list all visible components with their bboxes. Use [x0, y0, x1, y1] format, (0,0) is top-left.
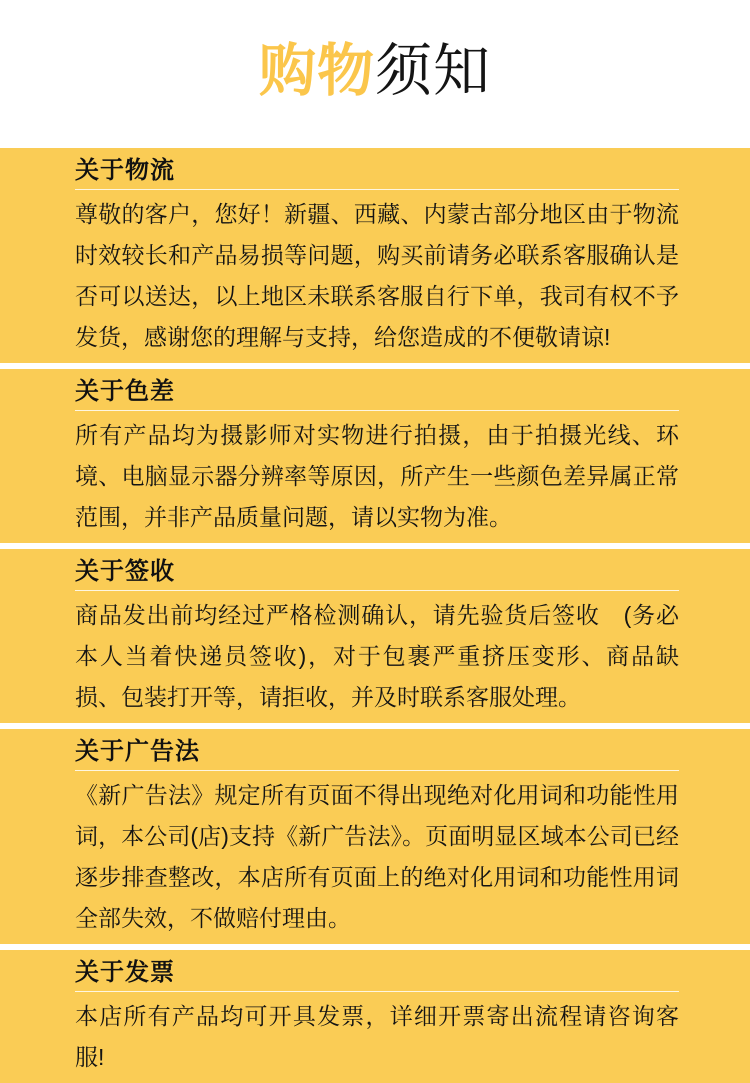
section-invoice-heading: 关于发票 [75, 959, 175, 986]
section-advertising-law-heading: 关于广告法 [75, 738, 200, 765]
section-invoice [0, 950, 750, 1083]
heading-divider [75, 991, 679, 992]
section-logistics [0, 148, 750, 363]
section-advertising-law-body: 《新广告法》规定所有页面不得出现绝对化用词和功能性用词，本公司(店)支持《新广告法》。页面明显区域本公司已经逐步排查整改，本店所有页面上的绝对化用词和功能性用词全部失效，不做赔付理由。 [75, 782, 679, 931]
heading-divider [75, 770, 679, 771]
page-title-highlight: 购物 [259, 39, 375, 103]
heading-divider [75, 590, 679, 591]
heading-divider [75, 410, 679, 411]
section-color-difference-heading: 关于色差 [75, 378, 175, 405]
section-receipt-body: 商品发出前均经过严格检测确认，请先验货后签收 (务必本人当着快递员签收)，对于包裹严重挤压变形、商品缺损、包装打开等，请拒收，并及时联系客服处理。 [75, 602, 679, 710]
section-receipt [0, 549, 750, 723]
notice-sections [0, 148, 750, 1083]
heading-divider [75, 189, 679, 190]
section-color-difference [0, 369, 750, 543]
section-receipt-heading: 关于签收 [75, 558, 175, 585]
section-logistics-heading: 关于物流 [75, 157, 175, 184]
page-title-rest: 须知 [375, 39, 491, 103]
section-color-difference-body: 所有产品均为摄影师对实物进行拍摄，由于拍摄光线、环境、电脑显示器分辨率等原因，所产生一些颜色差异属正常范围，并非产品质量问题，请以实物为准。 [75, 422, 679, 530]
section-logistics-body: 尊敬的客户，您好！新疆、西藏、内蒙古部分地区由于物流时效较长和产品易损等问题，购买前请务必联系客服确认是否可以送达，以上地区未联系客服自行下单，我司有权不予发货，感谢您的理解与支持，给您造成的不便敬请谅! [75, 201, 679, 350]
page-title [0, 0, 750, 102]
section-advertising-law [0, 729, 750, 944]
section-invoice-body: 本店所有产品均可开具发票，详细开票寄出流程请咨询客服! [75, 1003, 679, 1070]
